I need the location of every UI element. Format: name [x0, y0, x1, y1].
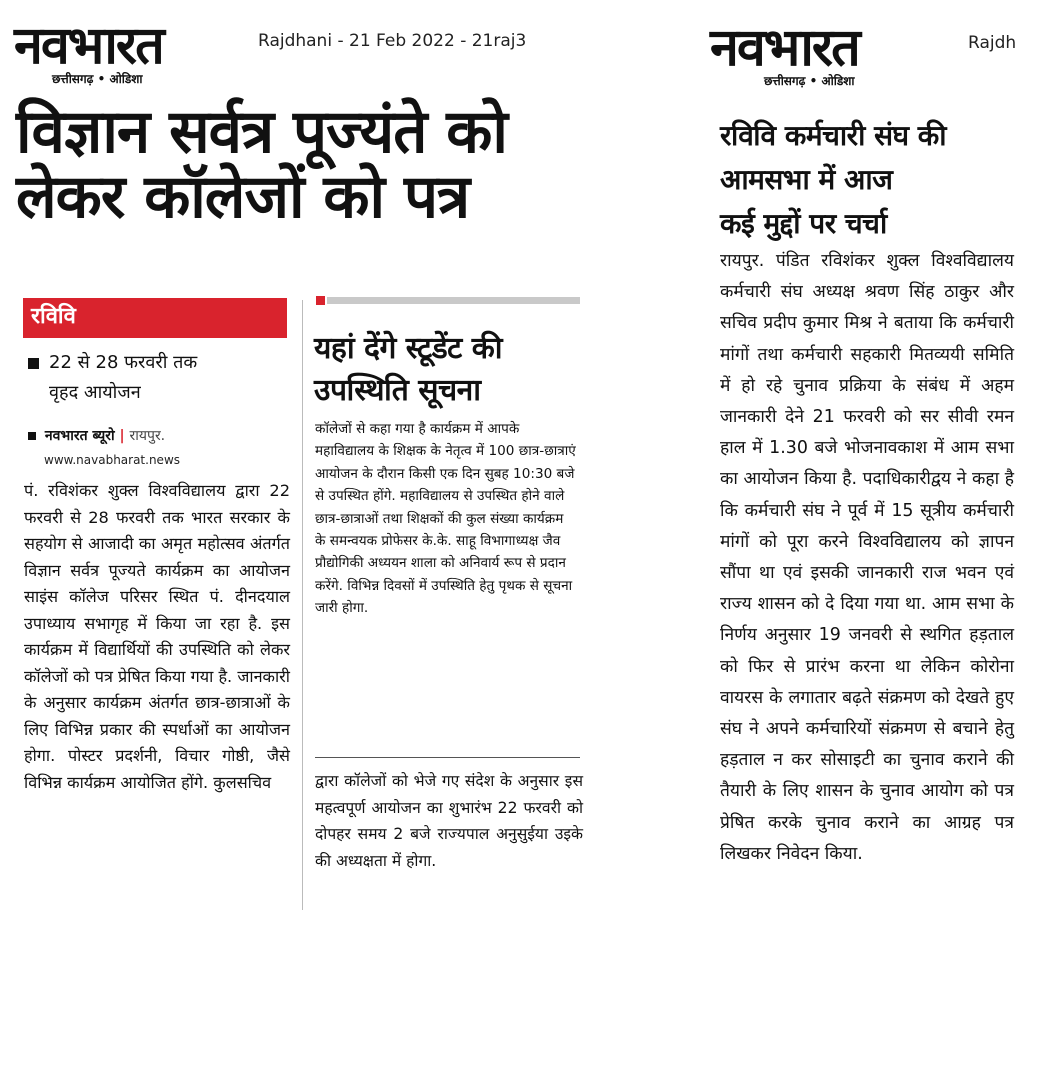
sidebar-top-bar: [327, 297, 580, 304]
sidebar-headline-line-1: यहां देंगे स्टूडेंट की: [314, 331, 503, 366]
right-headline-line-2: आमसभा में आज: [720, 163, 893, 196]
logo-subtitle-right: छत्तीसगढ़ • ओडिशा: [764, 74, 855, 88]
red-accent-mark: [316, 296, 325, 305]
headline-line-1: विज्ञान सर्वत्र पूज्यंते को: [16, 97, 507, 167]
right-headline-line-3: कई मुद्दों पर चर्चा: [720, 207, 887, 240]
masthead-right: [710, 18, 859, 89]
main-article-body: पं. रविशंकर शुक्ल विश्वविद्यालय द्वारा 22 फरवरी से 28 फरवरी तक भारत सरकार के सहयोग से आजादी का अमृत महोत्सव अंतर्गत विज्ञान सर्वत्र पूज्यते कार्यक्रम का आयोजन साइंस कॉलेज परिसर स्थित पं. दीनदयाल उपाध्याय सभागृह में किया जा रहा है. इस कार्यक्रम में विद्यार्थियों की उपस्थिति को लेकर कॉलेजों को पत्र प्रेषित किया गया है. जानकारी के अनुसार कार्यक्रम अंतर्गत छात्र-छात्राओं के लिए विभिन्न प्रकार की स्पर्धाओं का आयोजन होगा. पोस्टर प्रदर्शनी, विचार गोष्ठी, जैसे विभिन्न कार्यक्रम आयोजित होंगे. कुलसचिव: [24, 481, 290, 792]
edition-line: Rajdhani - 21 Feb 2022 - 21raj3: [258, 31, 527, 51]
sidebar-body: कॉलेजों से कहा गया है कार्यक्रम में आपके महाविद्यालय के शिक्षक के नेतृत्व में 100 छात्र-छात्राएं आयोजन के दौरान किसी एक दिन सुबह 10:30 बजे से उपस्थित होंगे. महाविद्यालय से उपस्थित होने वाले छात्र-छात्राओं तथा शिक्षकों की कुल संख्या कार्यक्रम के समन्वयक प्रोफेसर के.के. साहू विभागाध्यक्ष जैव प्रौद्योगिकी अध्ययन शाला को अनिवार्य रूप से प्रदान करेंगे. विभिन्न दिवसों में उपस्थिति हेतु पृथक से सूचना जारी होगा.: [315, 421, 576, 617]
headline-line-2: लेकर कॉलेजों को पत्र: [16, 161, 470, 232]
summary-line-1: 22 से 28 फरवरी तक: [49, 352, 198, 373]
right-news-clipping: [696, 0, 1044, 1073]
continuation-body: द्वारा कॉलेजों को भेजे गए संदेश के अनुसार इस महत्वपूर्ण आयोजन का शुभारंभ 22 फरवरी को दोपहर समय 2 बजे राज्यपाल अनुसुईया उइके की अध्यक्षता में होगा.: [315, 772, 583, 870]
byline-square-icon: [28, 432, 36, 440]
byline-place: रायपुर.: [129, 428, 166, 444]
right-article-body: रायपुर. पंडित रविशंकर शुक्ल विश्वविद्यालय कर्मचारी संघ अध्यक्ष श्रवण सिंह ठाकुर और सचिव प्रदीप कुमार मिश्र ने बताया कि कर्मचारी मांगों तथा कर्मचारी सहकारी मितव्ययी समिति में हो रहे चुनाव प्रक्रिया के संबंध में अहम जानकारी देने 21 फरवरी को सर सीवी रमन हाल में 1.30 बजे भोजनावकाश में आम सभा का आयोजन किया है. पदाधिकारीद्वय ने कहा है कि कर्मचारी संघ ने पूर्व में 15 सूत्रीय कर्मचारी मांगों को पूरा करने विश्वविद्यालय को ज्ञापन सौंपा था एवं इसकी जानकारी राज भवन एवं राज्य शासन को दे दिया गया था. आम सभा के निर्णय अनुसार 19 जनवरी से स्थगित हड़ताल को फिर से प्रारंभ करना था लेकिन कोरोना वायरस के लगातार बढ़ते संक्रमण को देखते हुए संघ ने अपने कर्मचारियों संक्रमण से बचाने हेतु हड़ताल न कर सोसाइटी का चुनाव कराने की तैयारी के लिए शासन के चुनाव आयोग को पत्र प्रेषित करके चुनाव कराने का आग्रह पत्र लिखकर निवेदन किया.: [720, 251, 1014, 864]
website-url: www.navabharat.news: [44, 453, 181, 467]
byline-bureau: नवभारत ब्यूरो: [44, 428, 115, 444]
summary-bullet: [28, 348, 288, 408]
bullet-square-icon: [28, 358, 39, 369]
main-headline: [16, 97, 596, 232]
column-divider: [302, 300, 303, 910]
edition-line-right: Rajdh: [968, 33, 1017, 53]
summary-line-2: वृहद आयोजन: [49, 382, 141, 403]
byline-separator: |: [119, 428, 125, 444]
newspaper-logo: नवभारत: [14, 16, 163, 76]
right-headline: [720, 114, 1040, 246]
logo-subtitle: छत्तीसगढ़ • ओडिशा: [52, 72, 143, 86]
sidebar-headline-line-2: उपस्थिति सूचना: [314, 373, 481, 408]
newspaper-logo-right: नवभारत: [710, 18, 859, 78]
masthead-left: [14, 16, 163, 87]
sidebar-bottom-rule: [315, 757, 580, 758]
right-headline-line-1: रविवि कर्मचारी संघ की: [720, 119, 947, 152]
section-tag: रविवि: [23, 298, 287, 338]
byline: [28, 426, 165, 445]
sidebar-headline: [314, 328, 594, 412]
